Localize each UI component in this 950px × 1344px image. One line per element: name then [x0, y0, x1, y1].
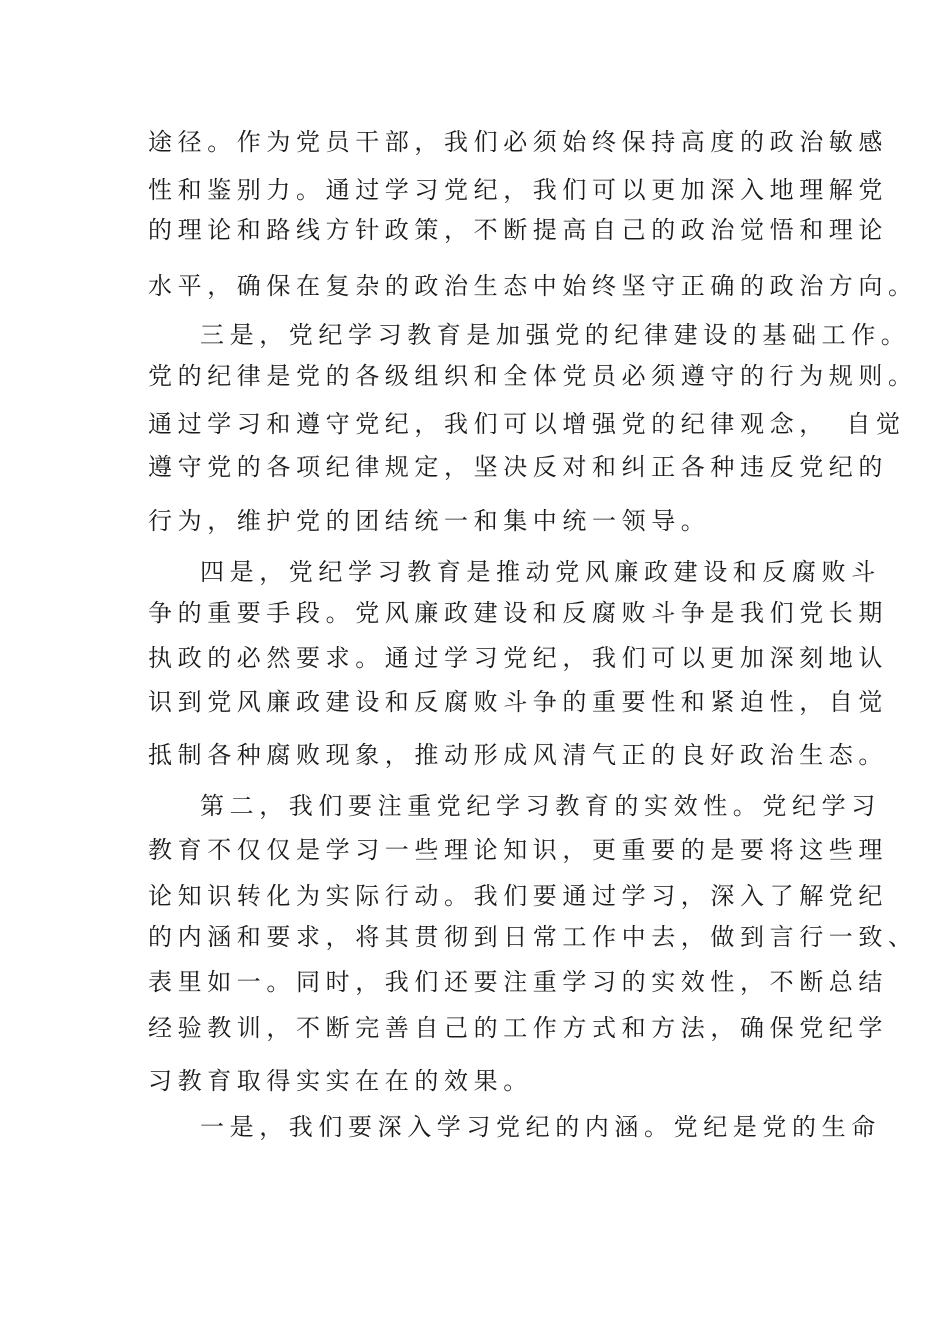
- paragraph-start-line: 四是，党纪学习教育是推动党风廉政建设和反腐败斗: [200, 558, 881, 586]
- text-line: 的内涵和要求，将其贯彻到日常工作中去，做到言行一致、: [148, 923, 918, 951]
- text-line: 行为，维护党的团结统一和集中统一领导。: [148, 507, 711, 535]
- text-line: 论知识转化为实际行动。我们要通过学习，深入了解党纪: [148, 882, 888, 910]
- text-line: 教育不仅仅是学习一些理论知识，更重要的是要将这些理: [148, 836, 888, 864]
- text-line: 经验教训，不断完善自己的工作方式和方法，确保党纪学: [148, 1014, 888, 1042]
- text-line: 习教育取得实实在在的效果。: [148, 1067, 533, 1095]
- text-line: 途径。作为党员干部，我们必须始终保持高度的政治敏感: [148, 128, 888, 156]
- paragraph-start-line: 第二，我们要注重党纪学习教育的实效性。党纪学习: [200, 792, 881, 820]
- text-line: 表里如一。同时，我们还要注重学习的实效性，不断总结: [148, 968, 888, 996]
- text-line: 党的纪律是党的各级组织和全体党员必须遵守的行为规则。: [148, 362, 918, 390]
- paragraph-start-line: 一是，我们要深入学习党纪的内涵。党纪是党的生命: [200, 1113, 881, 1141]
- text-line: 水平，确保在复杂的政治生态中始终坚守正确的政治方向。: [148, 272, 918, 300]
- text-line: 遵守党的各项纪律规定，坚决反对和纠正各种违反党纪的: [148, 453, 888, 481]
- paragraph-start-line: 三是，党纪学习教育是加强党的纪律建设的基础工作。: [200, 321, 911, 349]
- text-line: 争的重要手段。党风廉政建设和反腐败斗争是我们党长期: [148, 599, 888, 627]
- text-line: 通过学习和遵守党纪，我们可以增强党的纪律观念， 自觉: [148, 410, 906, 438]
- text-line: 抵制各种腐败现象，推动形成风清气正的良好政治生态。: [148, 741, 888, 769]
- text-line: 性和鉴别力。通过学习党纪，我们可以更加深入地理解党: [148, 176, 888, 204]
- text-line: 的理论和路线方针政策，不断提高自己的政治觉悟和理论: [148, 216, 888, 244]
- text-line: 识到党风廉政建设和反腐败斗争的重要性和紧迫性，自觉: [148, 688, 888, 716]
- text-line: 执政的必然要求。通过学习党纪，我们可以更加深刻地认: [148, 644, 888, 672]
